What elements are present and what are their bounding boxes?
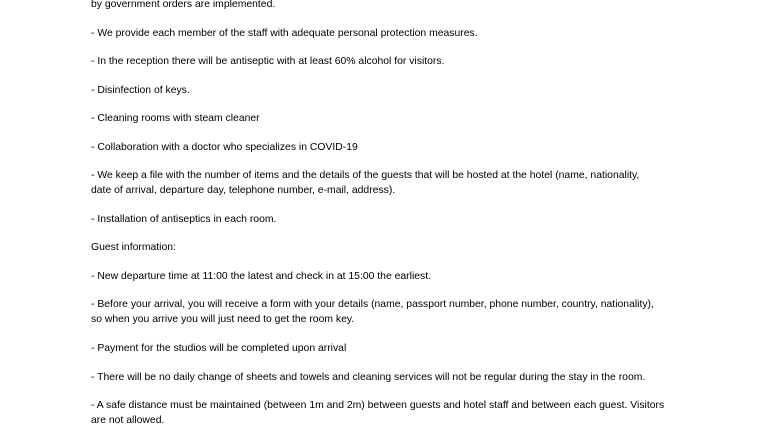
paragraph-line: - Cleaning rooms with steam cleaner — [91, 113, 260, 124]
paragraph-line: - In the reception there will be antiseptic with at least 60% alcohol for visitors. — [91, 56, 445, 67]
paragraph-line: - We provide each member of the staff with adequate personal protection measures. — [91, 28, 478, 39]
paragraph-line: - New departure time at 11:00 the latest and check in at 15:00 the earliest. — [91, 271, 432, 282]
paragraph-line: - Before your arrival, you will receive a form with your details (name, passport number, phone number, country, nationality), — [91, 299, 654, 310]
paragraph-line: - Payment for the studios will be completed upon arrival — [91, 343, 347, 354]
paragraph-line: - There will be no daily change of sheets and towels and cleaning services will not be regular during the stay in the room. — [91, 372, 646, 383]
paragraph-line: so when you arrive you will just need to get the room key. — [91, 314, 355, 325]
section-heading: Guest information: — [91, 242, 176, 253]
paragraph-line: - Installation of antiseptics in each room. — [91, 214, 277, 225]
paragraph-line: - Collaboration with a doctor who specializes in COVID-19 — [91, 142, 358, 153]
paragraph-line: date of arrival, departure day, telephone number, e-mail, address). — [91, 185, 396, 196]
paragraph-line: are not allowed. — [91, 415, 165, 426]
paragraph-line: - We keep a file with the number of items and the details of the guests that will be hosted at the hotel (name, nationality, — [91, 170, 640, 181]
paragraph-line: by government orders are implemented. — [91, 0, 276, 10]
paragraph-line: - A safe distance must be maintained (between 1m and 2m) between guests and hotel staff and between each guest. Visitors — [91, 400, 665, 411]
paragraph-line: - Disinfection of keys. — [91, 85, 190, 96]
